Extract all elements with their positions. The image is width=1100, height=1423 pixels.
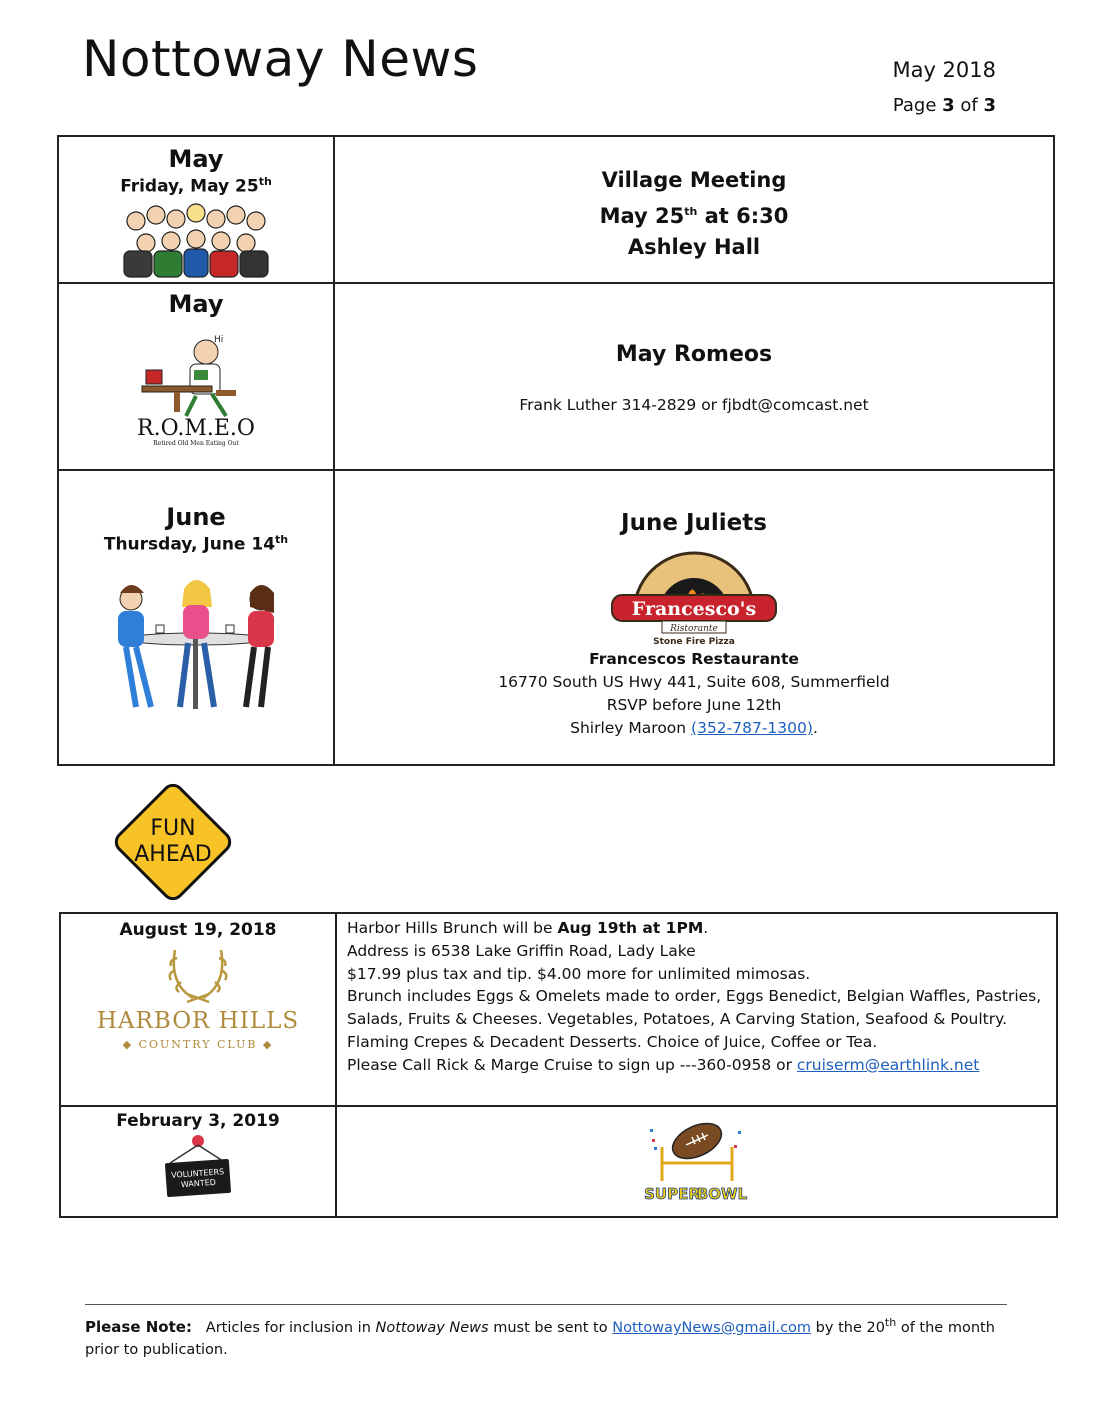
future-date-cell (61, 1107, 337, 1216)
event-when (335, 196, 1053, 232)
issue-date: May 2018 (892, 58, 996, 82)
events-table (57, 135, 1055, 766)
event-when-text: May 25 (599, 204, 685, 228)
future-date: August 19, 2018 (119, 920, 277, 940)
future-detail-cell (337, 1107, 1056, 1216)
super-bowl-logo-icon (642, 1117, 752, 1205)
rsvp-deadline: RSVP before June 12th (606, 696, 782, 714)
event-row-village-meeting (59, 137, 1053, 284)
page-total: 3 (983, 95, 996, 116)
volunteers-sign-line1: VOLUNTEERS (170, 1167, 225, 1180)
brunch-email-link[interactable]: cruiserm@earthlink.net (796, 1055, 980, 1074)
event-day-text: Thursday, June 14 (103, 534, 276, 555)
event-row-juliets (59, 471, 1053, 766)
footer-email-link[interactable]: NottowayNews@gmail.com (612, 1319, 812, 1336)
page-of: of (954, 95, 984, 116)
event-location: Ashley Hall (627, 235, 761, 259)
event-day-suffix: th (258, 175, 272, 188)
event-day-suffix: th (275, 533, 289, 546)
rsvp-contact-name: Shirley Maroon (570, 719, 692, 737)
svg-text:Francesco's: Francesco's (631, 598, 757, 620)
footer-text-3: by the 20 (811, 1319, 885, 1336)
footer-note (85, 1312, 1005, 1361)
fun-sign-line2: AHEAD (134, 842, 212, 867)
event-detail-cell (335, 137, 1053, 282)
event-row-romeos (59, 284, 1053, 471)
fun-ahead-sign-icon (106, 775, 240, 909)
future-date-cell (61, 914, 337, 1105)
volunteers-wanted-sign-icon (158, 1133, 238, 1199)
footer-text-2: must be sent to (488, 1319, 613, 1336)
footer-publication-name: Nottoway News (375, 1319, 489, 1336)
harbor-hills-logo-sub: ◆ COUNTRY CLUB ◆ (122, 1038, 274, 1051)
romeo-logo-subtext: Retired Old Men Eating Out (153, 440, 239, 447)
brunch-line-7-text: Please Call Rick & Marge Cruise to sign up ---360-0958 or (347, 1055, 797, 1074)
brunch-line-6: Flaming Crepes & Decadent Desserts. Choice of Juice, Coffee or Tea. (347, 1032, 878, 1051)
brunch-line-1-end: . (703, 919, 709, 937)
event-month: May (168, 145, 224, 173)
event-when-suffix: th (684, 205, 698, 218)
phone-link[interactable]: (352-787-1300) (691, 719, 813, 737)
brunch-line-2: Address is 6538 Lake Griffin Road, Lady Lake (347, 941, 696, 960)
restaurant-name: Francescos Restaurante (589, 650, 799, 668)
super-bowl-word1: SUPER (643, 1185, 700, 1203)
footer-label: Please Note: (85, 1317, 192, 1336)
future-detail-cell (347, 917, 1056, 1105)
footer-text-3-suffix: th (884, 1316, 897, 1329)
event-day (59, 175, 333, 197)
brunch-line-4: Brunch includes Eggs & Omelets made to order, Eggs Benedict, Belgian Waffles, Pastries, (347, 987, 1042, 1006)
event-detail-cell (335, 471, 1053, 766)
future-date: February 3, 2019 (116, 1111, 280, 1131)
crowd-icon (116, 199, 276, 281)
rsvp-contact (335, 717, 1053, 740)
svg-text:Stone Fire Pizza: Stone Fire Pizza (653, 637, 735, 647)
brunch-line-1 (347, 917, 1056, 940)
event-day-text: Friday, May 25 (120, 176, 259, 197)
footer-text-1: Articles for inclusion in (205, 1319, 376, 1336)
laurel-wreath-icon (163, 944, 233, 1004)
volunteers-sign-line2: WANTED (180, 1177, 217, 1190)
event-detail-cell (335, 284, 1053, 469)
svg-text:Hi: Hi (214, 335, 224, 345)
event-when-time: at 6:30 (697, 204, 789, 228)
page-number (860, 95, 996, 116)
event-title: June Juliets (621, 510, 767, 536)
harbor-hills-logo-text: HARBOR HILLS (96, 1008, 300, 1034)
romeo-logo-text: R.O.M.E.O (137, 416, 255, 441)
brunch-line-1-text: Harbor Hills Brunch will be (347, 919, 558, 937)
svg-text:Ristorante: Ristorante (670, 624, 718, 634)
brunch-line-5: Salads, Fruits & Cheeses. Vegetables, Potatoes, A Carving Station, Seafood & Poultry. (347, 1010, 1008, 1029)
event-month: June (166, 503, 226, 531)
brunch-line-7 (347, 1054, 1056, 1077)
event-month: May (168, 290, 224, 318)
restaurant-address: 16770 South US Hwy 441, Suite 608, Summerfield (498, 673, 890, 691)
page-current: 3 (942, 95, 955, 116)
francescos-logo-icon (604, 543, 784, 647)
brunch-line-3: $17.99 plus tax and tip. $4.00 more for unlimited mimosas. (347, 964, 811, 983)
rsvp-contact-end: . (812, 719, 818, 737)
future-row-superbowl (61, 1107, 1056, 1216)
event-title: May Romeos (615, 342, 773, 367)
harbor-hills-logo-sub-text: COUNTRY CLUB (138, 1038, 258, 1051)
future-events-table (59, 912, 1058, 1218)
event-title: Village Meeting (601, 168, 787, 192)
brunch-line-1-bold: Aug 19th at 1PM (557, 919, 704, 937)
newsletter-title: Nottoway News (82, 30, 479, 88)
super-bowl-word2: BOWL (696, 1185, 747, 1203)
footer-text-4: of the month prior to publication. (85, 1319, 995, 1358)
fun-sign-line1: FUN (150, 816, 196, 841)
ladies-coffee-icon (96, 577, 296, 727)
event-date-cell (59, 471, 335, 766)
page-prefix: Page (892, 95, 943, 116)
event-day (59, 533, 333, 555)
romeo-logo-icon (136, 330, 256, 418)
event-date-cell (59, 137, 335, 282)
event-contact: Frank Luther 314-2829 or fjbdt@comcast.net (519, 396, 869, 414)
future-row-brunch (61, 914, 1056, 1107)
footer-divider (85, 1304, 1007, 1305)
event-date-cell (59, 284, 335, 469)
